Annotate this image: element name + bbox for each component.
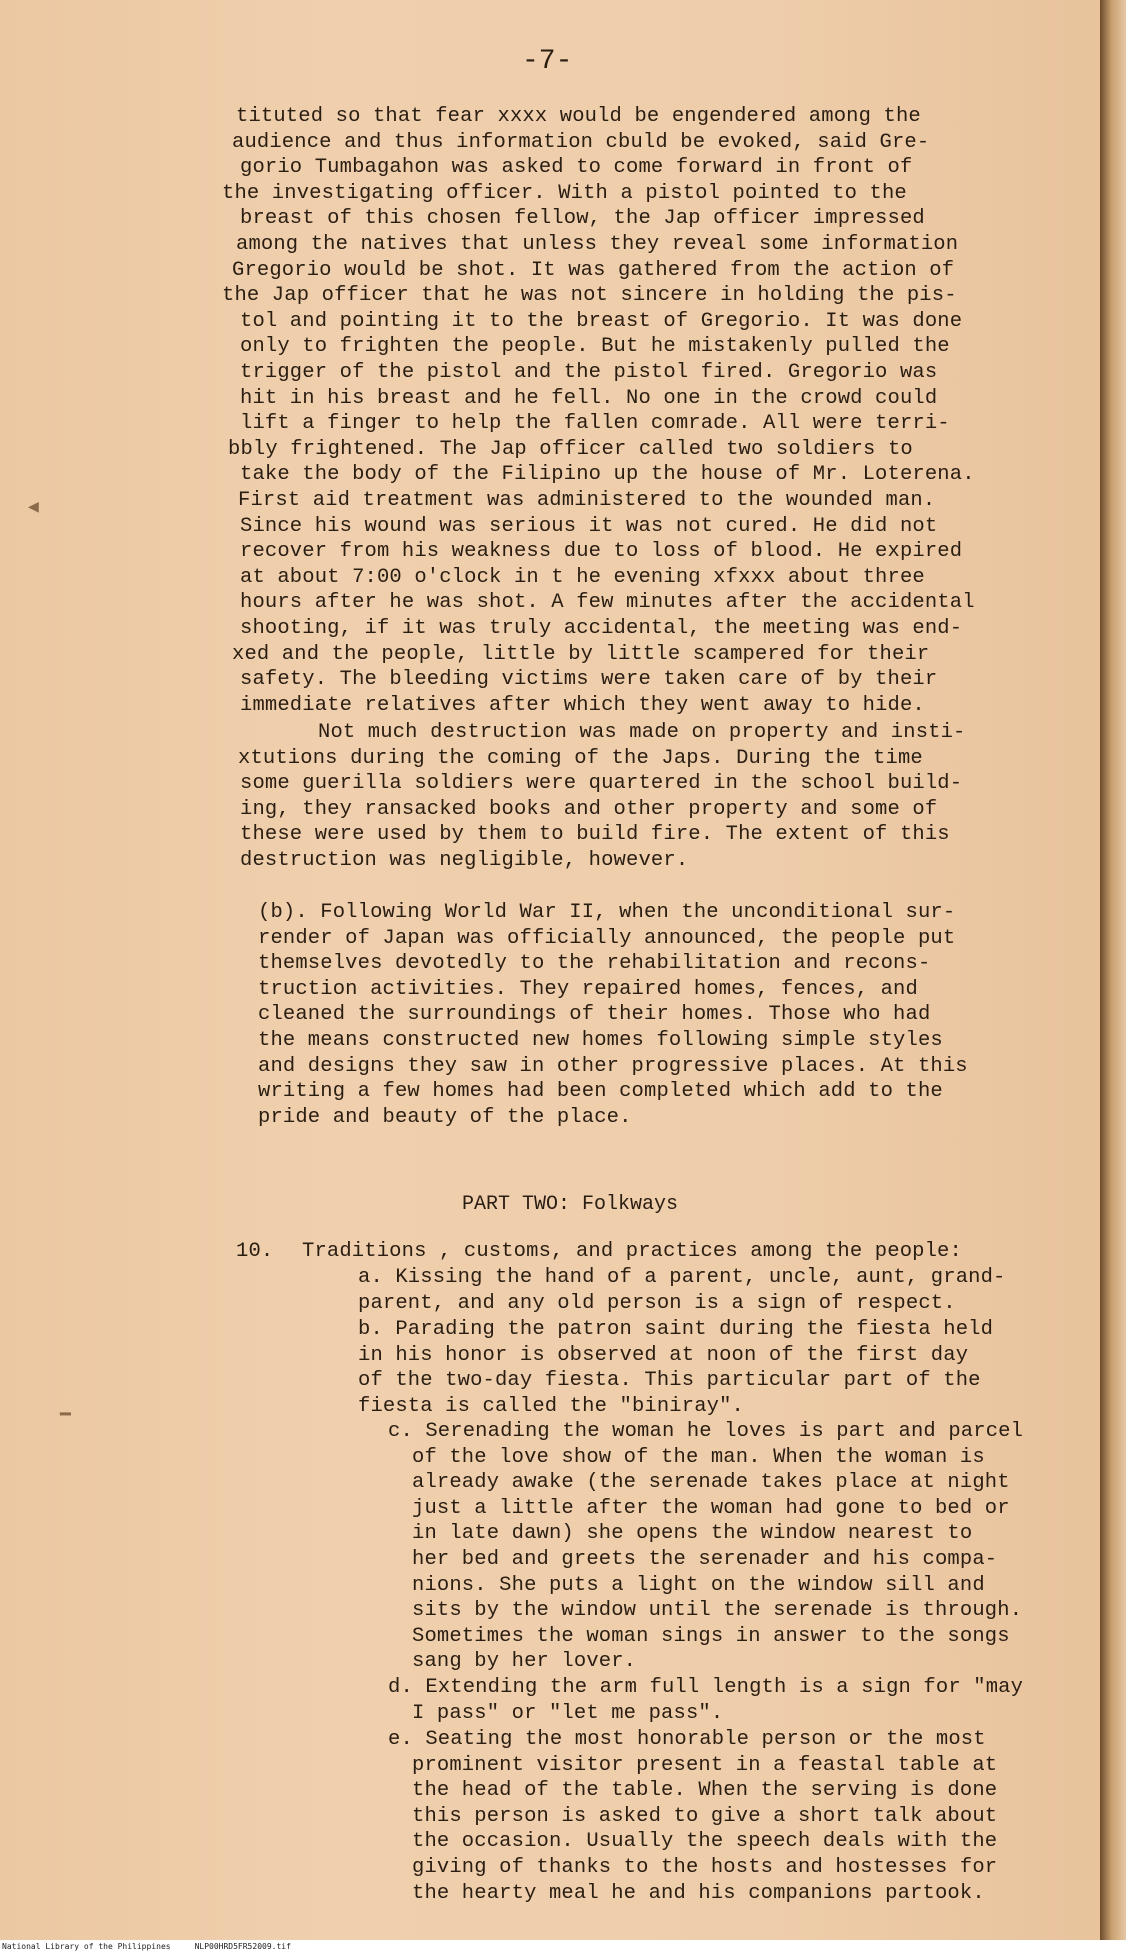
text-line: tol and pointing it to the breast of Gregorio. It was done: [240, 309, 963, 333]
text-line: themselves devotedly to the rehabilitation and recons-: [258, 952, 931, 976]
text-line: c. Serenading the woman he loves is part and parcel: [388, 1420, 1024, 1443]
text-line: in his honor is observed at noon of the first day: [358, 1343, 969, 1367]
text-line: xed and the people, little by little scampered for their: [232, 642, 930, 666]
text-line: gorio Tumbagahon was asked to come forward in front of: [240, 156, 913, 180]
text-line: immediate relatives after which they went away to hide.: [240, 693, 925, 717]
text-line: a. Kissing the hand of a parent, uncle, aunt, grand-: [358, 1266, 1006, 1289]
text-line: ing, they ransacked books and other property and some of: [240, 797, 938, 821]
margin-mark: ◀: [28, 498, 39, 518]
footer-library: National Library of the Philippines: [2, 1942, 171, 1951]
footer-file-id: NLP00HRD5FR52009.tif: [194, 1942, 291, 1951]
text-line: e. Seating the most honorable person or the most: [388, 1728, 986, 1751]
text-line: lift a finger to help the fallen comrade. All were terri-: [240, 412, 950, 436]
text-line: pride and beauty of the place.: [258, 1105, 632, 1129]
text-line: only to frighten the people. But he mistakenly pulled the: [240, 335, 950, 359]
text-line: tituted so that fear xxxx would be engendered among the: [236, 105, 921, 128]
text-line: and designs they saw in other progressive places. At this: [258, 1054, 968, 1078]
text-line: sang by her lover.: [412, 1650, 637, 1674]
text-line: audience and thus information cbuld be evoked, said Gre-: [232, 130, 930, 154]
text-line: cleaned the surroundings of their homes. Those who had: [258, 1003, 931, 1027]
text-line: Sometimes the woman sings in answer to the songs: [412, 1624, 1010, 1648]
item-number: 10.: [236, 1240, 274, 1263]
text-line: nions. She puts a light on the window sill and: [412, 1573, 985, 1597]
text-line: just a little after the woman had gone to bed or: [412, 1496, 1010, 1520]
text-line: (b). Following World War II, when the unconditional sur-: [258, 901, 956, 924]
text-line: shooting, if it was truly accidental, the meeting was end-: [240, 617, 963, 640]
text-line: of the love show of the man. When the woman is: [412, 1445, 985, 1469]
text-line: in late dawn) she opens the window nearest to: [412, 1522, 973, 1546]
text-line: among the natives that unless they reveal some information: [236, 233, 959, 256]
text-line: the hearty meal he and his companions partook.: [412, 1881, 985, 1905]
text-line: Not much destruction was made on property and insti-: [318, 721, 966, 744]
text-line: the head of the table. When the serving is done: [412, 1779, 998, 1803]
text-line: parent, and any old person is a sign of respect.: [358, 1291, 956, 1315]
text-line: fiesta is called the "biniray".: [358, 1394, 745, 1418]
text-line: her bed and greets the serenader and his compa-: [412, 1548, 998, 1571]
text-line: these were used by them to build fire. The extent of this: [240, 823, 950, 847]
text-line: giving of thanks to the hosts and hostesses for: [412, 1856, 998, 1879]
text-line: xtutions during the coming of the Japs. During the time: [238, 746, 923, 770]
text-line: First aid treatment was administered to the wounded man.: [238, 489, 936, 512]
text-line: safety. The bleeding victims were taken care of by their: [240, 668, 938, 692]
text-line: bbly frightened. The Jap officer called two soldiers to: [228, 437, 913, 461]
text-line: hours after he was shot. A few minutes after the accidental: [240, 591, 975, 615]
footer: [2, 1942, 315, 1951]
page-edge: [1100, 0, 1126, 1958]
text-line: the means constructed new homes following simple styles: [258, 1029, 943, 1052]
text-line: d. Extending the arm full length is a sign for "may: [388, 1676, 1024, 1699]
text-line: this person is asked to give a short talk about: [412, 1804, 998, 1828]
item-heading: Traditions , customs, and practices among the people:: [302, 1240, 962, 1263]
text-line: recover from his weakness due to loss of blood. He expired: [240, 540, 963, 564]
page-number: -7-: [522, 46, 573, 77]
text-line: at about 7:00 o'clock in t he evening xfxxx about three: [240, 565, 925, 589]
text-line: hit in his breast and he fell. No one in the crowd could: [240, 386, 938, 410]
text-line: trigger of the pistol and the pistol fired. Gregorio was: [240, 361, 938, 384]
text-line: truction activities. They repaired homes, fences, and: [258, 977, 918, 1001]
text-line: destruction was negligible, however.: [240, 849, 689, 872]
text-line: some guerilla soldiers were quartered in the school build-: [240, 772, 963, 796]
text-line: render of Japan was officially announced, the people put: [258, 926, 956, 950]
text-line: Since his wound was serious it was not cured. He did not: [240, 514, 938, 538]
section-title: PART TWO: Folkways: [462, 1193, 679, 1216]
text-line: already awake (the serenade takes place at night: [412, 1471, 1010, 1495]
text-line: of the two-day fiesta. This particular part of the: [358, 1369, 981, 1393]
text-line: the occasion. Usually the speech deals with the: [412, 1830, 998, 1854]
text-line: Gregorio would be shot. It was gathered from the action of: [232, 258, 955, 282]
text-line: sits by the window until the serenade is through.: [412, 1599, 1023, 1623]
text-line: breast of this chosen fellow, the Jap officer impressed: [240, 207, 925, 231]
text-line: writing a few homes had been completed which add to the: [258, 1080, 943, 1104]
text-line: the Jap officer that he was not sincere in holding the pis-: [222, 284, 957, 308]
margin-mark: ━: [60, 1406, 71, 1426]
text-line: the investigating officer. With a pistol pointed to the: [222, 181, 907, 205]
text-line: prominent visitor present in a feastal table at: [412, 1753, 998, 1777]
text-line: b. Parading the patron saint during the fiesta held: [358, 1318, 994, 1341]
text-line: I pass" or "let me pass".: [412, 1701, 724, 1725]
text-line: take the body of the Filipino up the house of Mr. Loterena.: [240, 463, 975, 487]
